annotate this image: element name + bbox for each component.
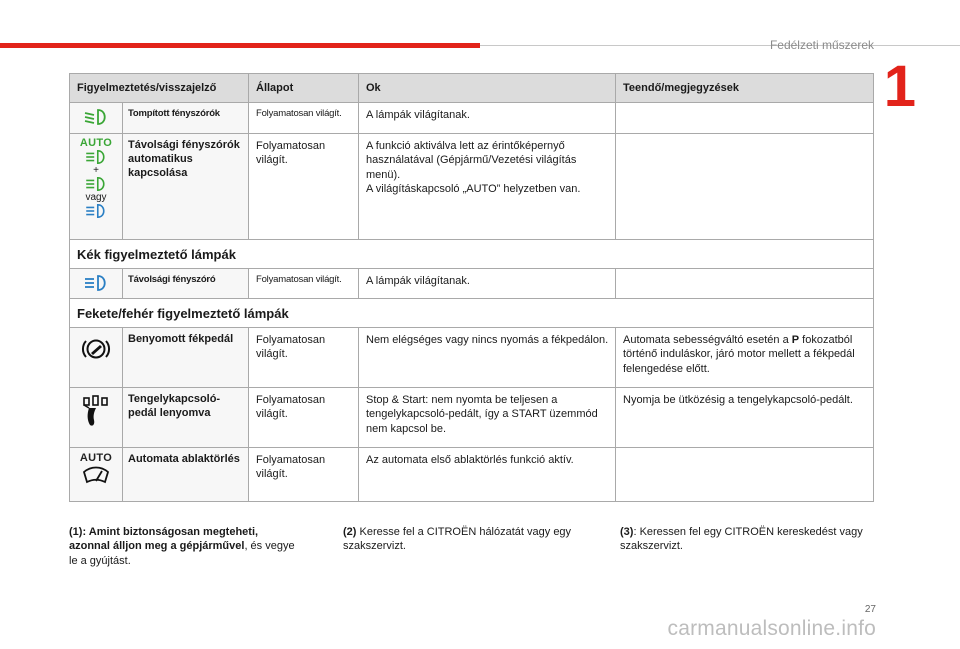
brake-pedal-icon [81,337,111,361]
low-beam-icon [83,108,109,126]
state-cell: Automata ablaktörlés [123,448,249,502]
auto-label: AUTO [79,452,113,464]
section-title: Fedélzeti műszerek [769,38,874,52]
table-row [70,103,874,134]
action-text: Automata sebességváltó esetén a [623,334,792,346]
footnote-1 [69,525,299,568]
section-row-bw [70,299,874,328]
chapter-number: 1 [883,54,916,119]
icon-cell [70,448,123,502]
icon-cell [70,269,123,299]
action-text: fokozatból történő induláskor, járó motor mellett a fékpedál felengedése előtt. [623,334,855,375]
status-cell: Folyamatosan világít. [249,269,359,299]
table-row [70,388,874,448]
auto-label: AUTO [79,137,113,149]
header-accent-bar [0,43,480,48]
table-header-row [70,74,874,103]
warning-lamp-table [69,73,874,502]
action-cell [616,269,874,299]
cause-cell: A lámpák világítanak. [359,269,616,299]
state-cell: Tompított fényszórók [123,103,249,134]
wiper-icon [81,464,111,486]
action-cell [616,134,874,240]
state-cell: Távolsági fényszórók automatikus kapcsolása [123,134,249,240]
footnote-1-bold: : Amint biztonságosan megteheti, azonnal álljon meg a gépjárművel [69,526,259,553]
footnote-3-text: : Keressen fel egy CITROËN kereskedést vagy szakszervizt. [620,526,863,553]
cause-cell: Nem elégséges vagy nincs nyomás a fékpedálon. [359,328,616,388]
icon-cell [70,134,123,240]
footnote-3 [620,525,870,554]
action-cell [616,103,874,134]
page-number: 27 [864,604,876,615]
section-row-blue [70,240,874,269]
column-header-state: Állapot [249,74,359,103]
cause-cell: A funkció aktiválva lett az érintőképernyő használatával (Gépjármű/Vezetési világítás menü). A világításkapcsoló „AUTO” helyzetben van. [359,134,616,240]
auto-high-beam-icon [70,137,122,219]
auto-wiper-icon [70,452,122,486]
cause-cell: Stop & Start: nem nyomta be teljesen a tengelykapcsoló-pedált, így a START üzemmód nem kapcsol be. [359,388,616,448]
column-header-cause: Ok [359,74,616,103]
column-header-warning: Figyelmeztetés/visszajelző [70,74,249,103]
action-cell [616,448,874,502]
action-gear-p: P [791,334,800,346]
footnote-1-number: (1) [69,526,83,538]
action-cell [616,328,874,388]
state-cell: Tengelykapcsoló-pedál lenyomva [123,388,249,448]
footnote-2-text: Keresse fel a CITROËN hálózatát vagy egy szakszervizt. [343,526,572,553]
status-cell: Folyamatosan világít. [249,448,359,502]
plus-label: + [93,165,99,176]
table-row [70,269,874,299]
icon-cell [70,328,123,388]
section-title-bw: Fekete/fehér figyelmeztető lámpák [70,299,874,328]
footnote-3-number: (3) [620,526,634,538]
clutch-pedal-icon [81,394,111,428]
icon-cell [70,388,123,448]
high-beam-green-icon [83,176,109,192]
high-beam-icon [83,274,109,292]
header-rule [480,45,960,46]
table-row [70,448,874,502]
status-cell: Folyamatosan világít. [249,134,359,240]
state-cell: Távolsági fényszóró [123,269,249,299]
action-cell: Nyomja be ütközésig a tengelykapcsoló-pedált. [616,388,874,448]
table-row [70,328,874,388]
section-title-blue: Kék figyelmeztető lámpák [70,240,874,269]
or-label: vagy [85,192,107,203]
column-header-action: Teendő/megjegyzések [616,74,874,103]
table-row [70,134,874,240]
cause-cell: Az automata első ablaktörlés funkció aktív. [359,448,616,502]
cause-cell: A lámpák világítanak. [359,103,616,134]
high-beam-blue-icon [83,203,109,219]
icon-cell [70,103,123,134]
footnote-2-number: (2) [343,526,357,538]
watermark: carmanualsonline.info [667,617,876,640]
high-beam-green-icon [83,149,109,165]
status-cell: Folyamatosan világít. [249,328,359,388]
status-cell: Folyamatosan világít. [249,103,359,134]
footnote-2 [343,525,608,554]
state-cell: Benyomott fékpedál [123,328,249,388]
footnote-1-text: , és vegye le a gyújtást. [69,540,295,567]
status-cell: Folyamatosan világít. [249,388,359,448]
